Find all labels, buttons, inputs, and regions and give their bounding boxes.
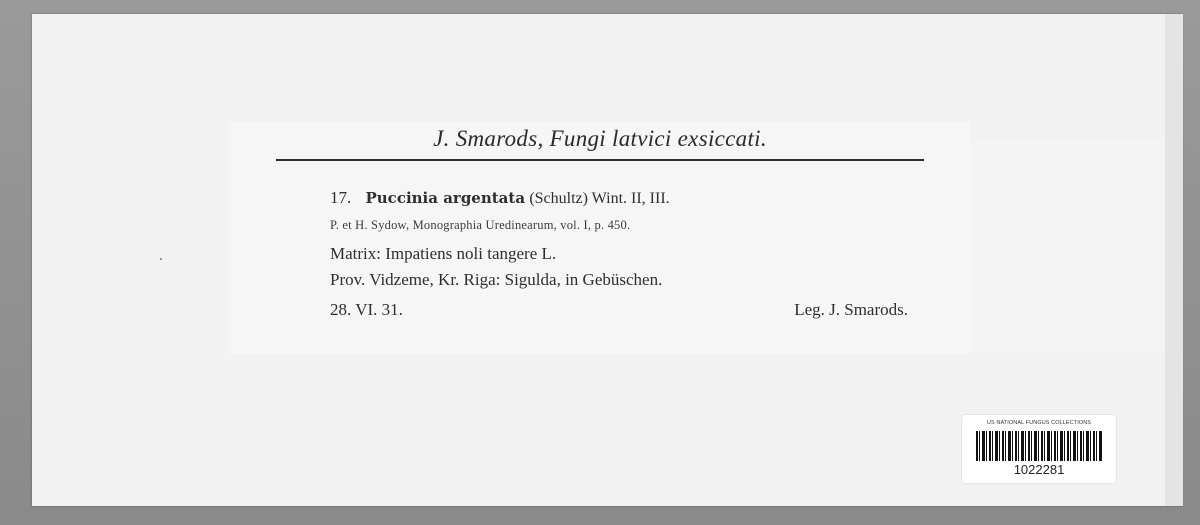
- entry-date-collector: [330, 300, 908, 320]
- barcode-number: 1022281: [1013, 462, 1065, 477]
- label-backing: [965, 140, 1165, 352]
- exsiccata-title: J. Smarods, Fungi latvici exsiccati.: [433, 126, 767, 151]
- barcode-label: [962, 415, 1116, 483]
- speck: [160, 258, 162, 260]
- sheet-edge: [1165, 14, 1183, 506]
- taxon-authority: (Schultz) Wint. II, III.: [529, 190, 670, 207]
- entry-number: 17.: [330, 188, 352, 207]
- entry-matrix: Matrix: Impatiens noli tangere L.: [330, 244, 557, 263]
- entry-locality: Prov. Vidzeme, Kr. Riga: Sigulda, in Gebüschen.: [330, 270, 663, 289]
- entry-line-taxon: [330, 188, 670, 208]
- collector-name: Leg. J. Smarods.: [794, 300, 908, 319]
- entry-reference: P. et H. Sydow, Monographia Uredinearum, vol. I, p. 450.: [330, 218, 631, 232]
- taxon-name: Puccinia argentata: [365, 189, 526, 207]
- barcode-header: US NATIONAL FUNGUS COLLECTIONS: [986, 420, 1092, 426]
- barcode-icon: [976, 431, 1102, 461]
- collection-date: 28. VI. 31.: [330, 300, 403, 319]
- title-rule: [276, 159, 924, 161]
